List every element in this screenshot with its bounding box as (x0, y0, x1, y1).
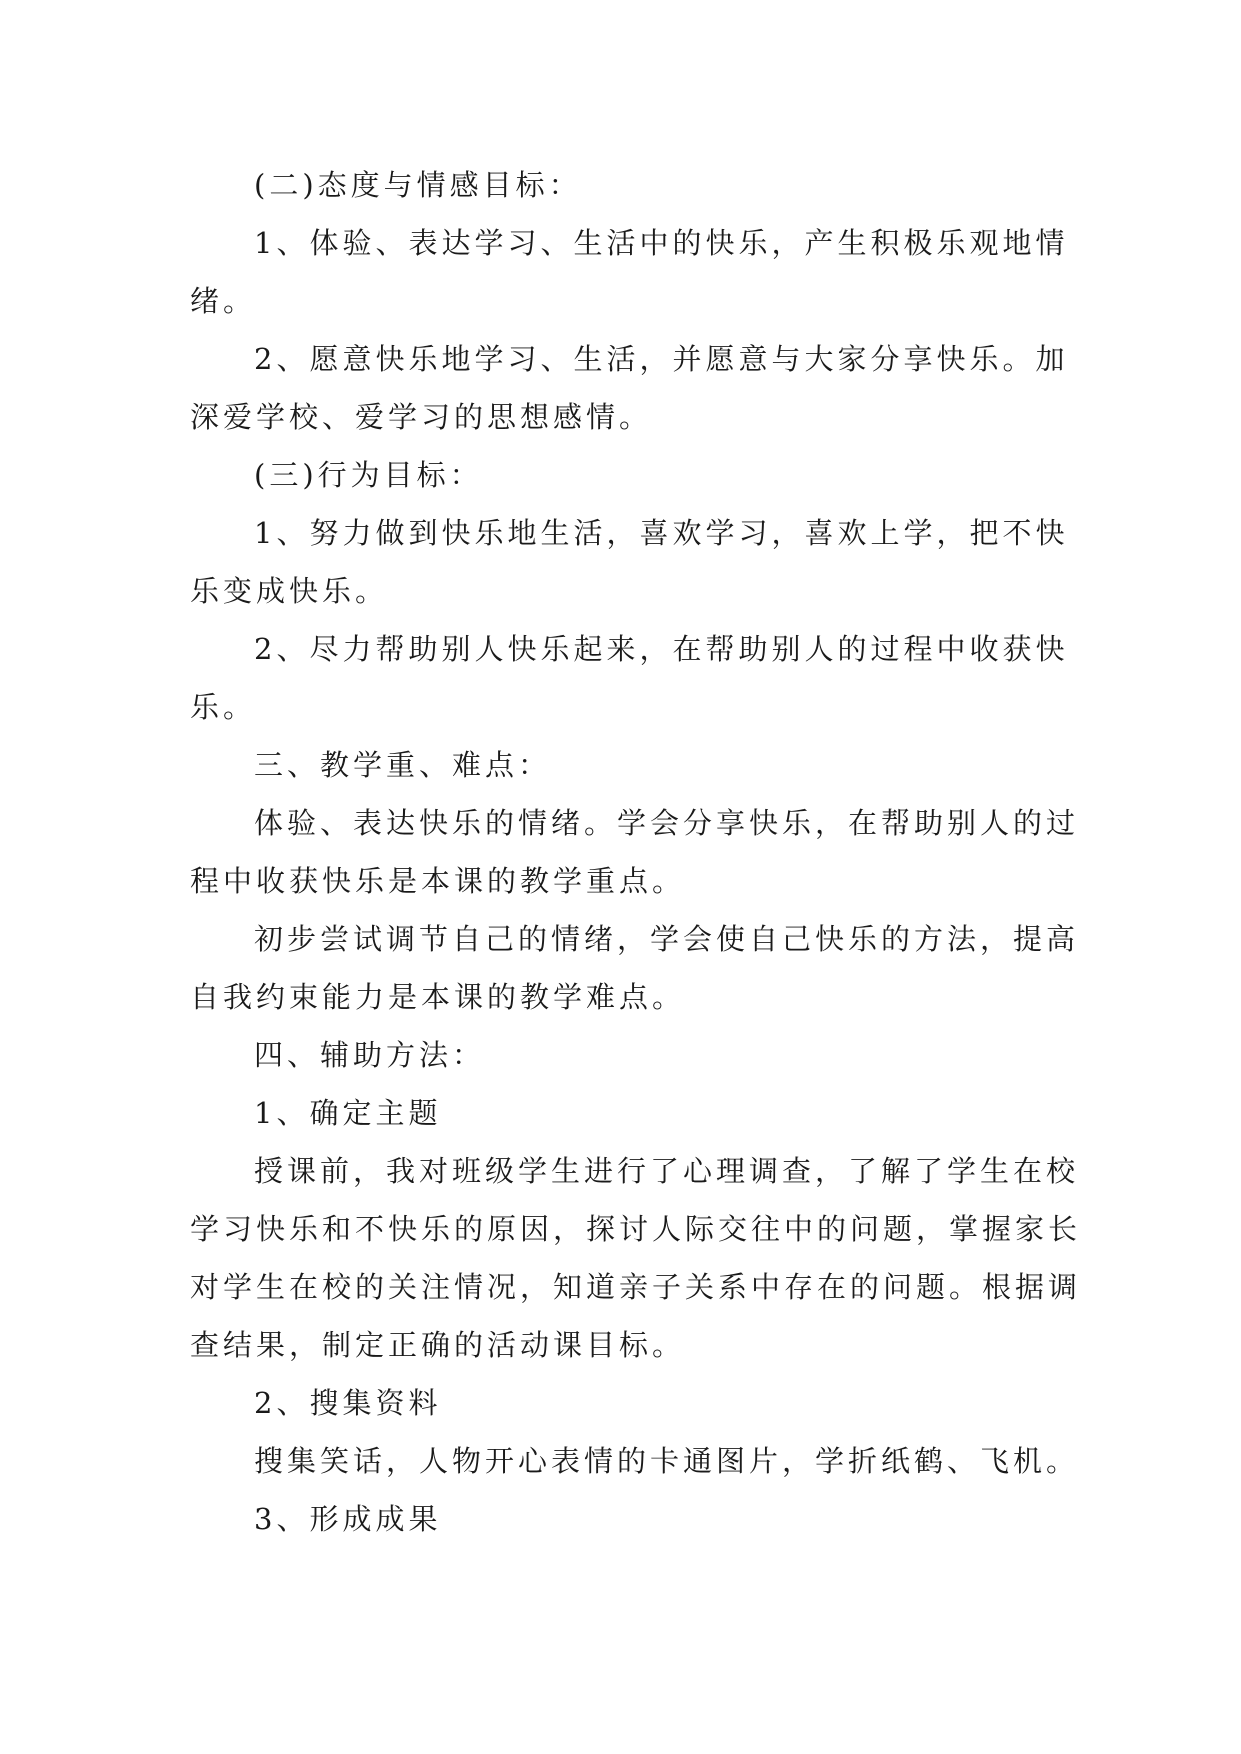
paragraph: 2、愿意快乐地学习、生活，并愿意与大家分享快乐。加深爱学校、爱学习的思想感情。 (190, 342, 1069, 434)
section-heading-key-points: 三、教学重、难点： (254, 748, 552, 782)
paragraph: 体验、表达快乐的情绪。学会分享快乐，在帮助别人的过程中收获快乐是本课的教学重点。 (190, 806, 1080, 898)
paragraph: 授课前，我对班级学生进行了心理调查，了解了学生在校学习快乐和不快乐的原因，探讨人际交往中的问题，掌握家长对学生在校的关注情况，知道亲子关系中存在的问题。根据调查结果，制定正确的活动课目标。 (190, 1154, 1082, 1362)
subheading: 1、确定主题 (254, 1096, 442, 1130)
section-heading-attitude-goals: (二)态度与情感目标： (254, 168, 582, 202)
paragraph: 初步尝试调节自己的情绪，学会使自己快乐的方法，提高自我约束能力是本课的教学难点。 (190, 922, 1080, 1014)
paragraph: 2、尽力帮助别人快乐起来，在帮助别人的过程中收获快乐。 (190, 632, 1069, 724)
subheading: 3、形成成果 (254, 1502, 442, 1536)
paragraph: 1、体验、表达学习、生活中的快乐，产生积极乐观地情绪。 (190, 226, 1069, 318)
subheading: 2、搜集资料 (254, 1386, 442, 1420)
section-heading-methods: 四、辅助方法： (254, 1038, 486, 1072)
section-heading-behavior-goals: (三)行为目标： (254, 458, 483, 492)
paragraph: 搜集笑话，人物开心表情的卡通图片，学折纸鹤、飞机。 (254, 1444, 1080, 1478)
document-body (190, 156, 1090, 1548)
paragraph: 1、努力做到快乐地生活，喜欢学习，喜欢上学，把不快乐变成快乐。 (190, 516, 1069, 608)
